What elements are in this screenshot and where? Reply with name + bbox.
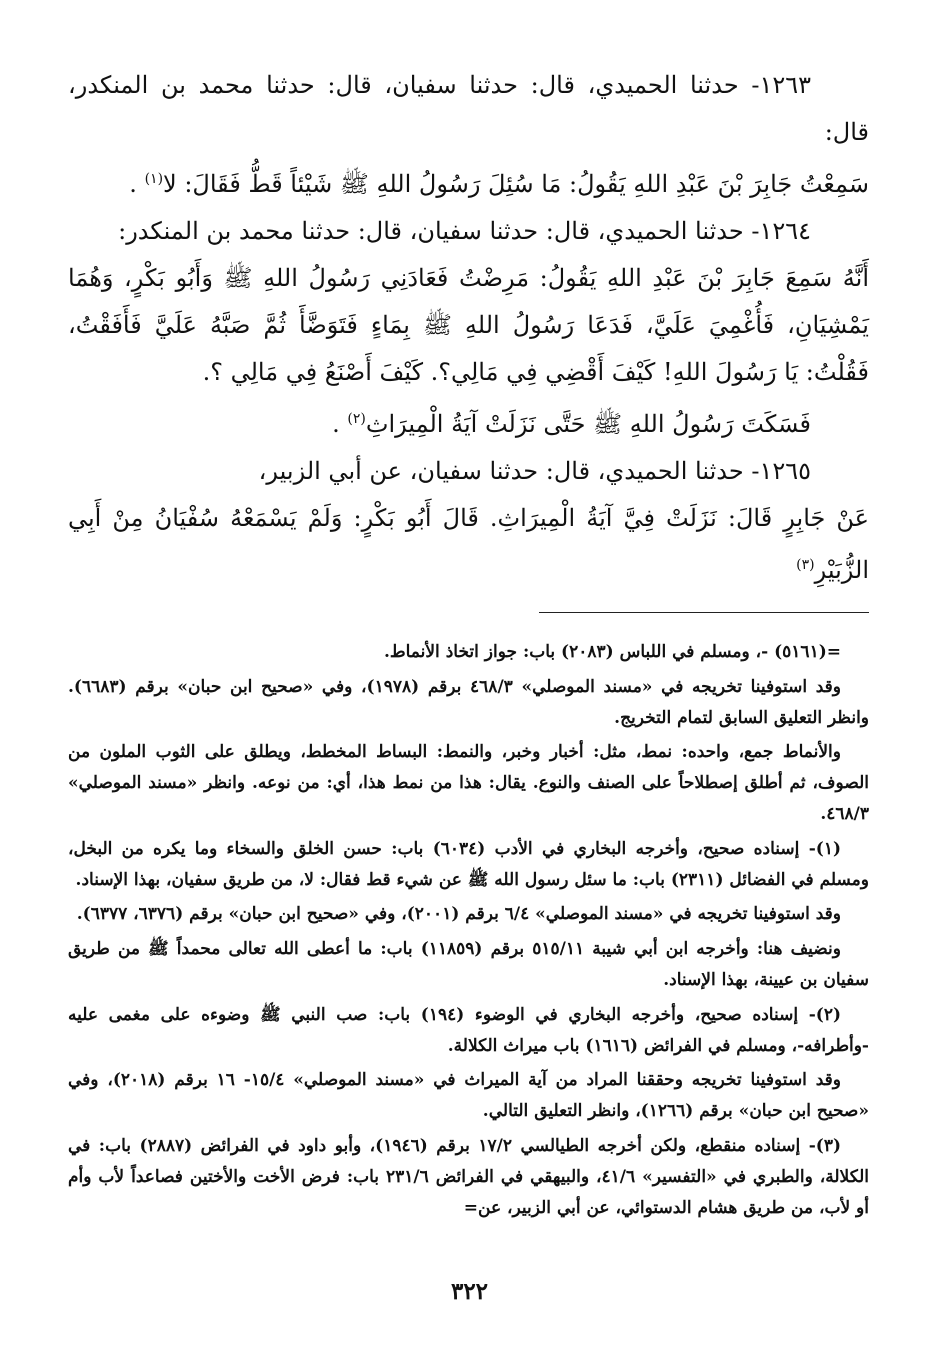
footnote-paragraph: وقد استوفينا تخريجه في «مسند الموصلي» ٦/٤ برقم (٢٠٠١)، وفي «صحيح ابن حبان» برقم (٦٣٧٦، ٦٣٧٧). (76, 904, 841, 925)
hadith-1263-end: . (129, 170, 145, 198)
hadith-1263-matn (68, 156, 869, 208)
footnote-ref-1: (١) (144, 171, 164, 187)
footnote-paragraph: وقد استوفينا تخريجه في «مسند الموصلي» ٤٦٨/٣ برقم (١٩٧٨)، وفي «صحيح ابن حبان» برقم (٦٦٨٣). وانظر التعليق السابق لتمام التخريج. (68, 676, 869, 728)
hadith-1264-end: . (332, 410, 348, 438)
hadith-1263-matn-text: سَمِعْتُ جَابِرَ بْنَ عَبْدِ اللهِ يَقُولُ: مَا سُئِلَ رَسُولُ اللهِ ﷺ شَيْئاً قَطُّ فَقَالَ: لا (163, 170, 869, 198)
hadith-1265-matn (68, 495, 869, 594)
footnote-divider (539, 612, 869, 613)
footnote-paragraph: (٢)- إسناده صحيح، وأخرجه البخاري في الوضوء (١٩٤) باب: صب النبي ﷺ وضوءه على مغمى عليه -وأطرافه-، ومسلم في الفرائض (١٦١٦) باب ميراث الكلالة. (68, 1004, 869, 1056)
footnote-paragraph: ونضيف هنا: وأخرجه ابن أبي شيبة ٥١٥/١١ برقم (١١٨٥٩) باب: ما أعطى الله تعالى محمداً ﷺ من طريق سفيان بن عيينة، بهذا الإسناد. (68, 939, 869, 990)
hadith-1265-isnad: ١٢٦٥- حدثنا الحميدي، قال: حدثنا سفيان، عن أبي الزبير، (258, 457, 811, 485)
footnote-paragraph: =(٥١٦١) -، ومسلم في اللباس (٢٠٨٣) باب: جواز اتخاذ الأنماط. (383, 642, 841, 662)
hadith-1264-matn-end (68, 396, 869, 448)
hadith-1263-isnad: ١٢٦٣- حدثنا الحميدي، قال: حدثنا سفيان، قال: حدثنا محمد بن المنكدر، قال: (68, 71, 869, 146)
hadith-1264-matn-b-text: فَسَكَتَ رَسُولُ اللهِ ﷺ حَتَّى نَزَلَتْ آيَةُ الْمِيرَاثِ (365, 410, 811, 438)
hadith-1264-isnad: ١٢٦٤- حدثنا الحميدي، قال: حدثنا سفيان، قال: حدثنا محمد بن المنكدر: (118, 217, 811, 245)
hadith-1265-matn-text: عَنْ جَابِرٍ قَالَ: نَزَلَتْ فِيَّ آيَةُ الْمِيرَاثِ. قَالَ أَبُو بَكْرٍ: وَلَمْ يَسْمَعْهُ سُفْيَانُ مِنْ أَبِي الزُّبَيْرِ (68, 504, 869, 584)
footnote-ref-2: (٢) (347, 411, 366, 427)
footnotes (68, 637, 869, 1223)
footnote-paragraph: والأنماط جمع، واحده: نمط، مثل: أخبار وخبر، والنمط: البساط المخطط، ويطلق على الثوب الملون من الصوف، ثم أطلق إصطلاحاً على الصنف والنوع. يقال: هذا من نمط هذا، أي: من نوعه. وانظر «مسند الموصلي» ٤٦٨/٣. (68, 742, 869, 824)
footnote-paragraph: وقد استوفينا تخريجه وحققنا المراد من آية الميراث في «مسند الموصلي» ١٥/٤- ١٦ برقم (٢٠١٨)، وفي «صحيح ابن حبان» برقم (١٢٦٦)، وانظر التعليق التالي. (68, 1070, 869, 1122)
footnote-paragraph: (١)- إسناده صحيح، وأخرجه البخاري في الأدب (٦٠٣٤) باب: حسن الخلق والسخاء وما يكره من البخل، ومسلم في الفضائل (٢٣١١) باب: ما سئل رسول الله ﷺ عن شيء قط فقال: لا، من طريق سفيان، بهذا الإسناد. (68, 838, 869, 890)
footnote-ref-3: (٣) (796, 557, 815, 573)
page-number: ٣٢٢ (450, 1278, 489, 1305)
hadith-1264-matn: أَنَّهُ سَمِعَ جَابِرَ بْنَ عَبْدِ اللهِ يَقُولُ: مَرِضْتُ فَعَادَنِي رَسُولُ اللهِ ﷺ وَأَبُو بَكْرٍ، وَهُمَا يَمْشِيَانِ، فَأُغْمِيَ عَلَيَّ، فَدَعَا رَسُولُ اللهِ ﷺ بِمَاءٍ فَتَوَضَّأَ ثُمَّ صَبَّهُ عَلَيَّ فَأَفَقْتُ، فَقُلْتُ: يَا رَسُولَ اللهِ! كَيْفَ أَقْضِي فِي مَالِي؟. كَيْفَ أَصْنَعُ فِي مَالِي ؟. (68, 264, 870, 386)
footnote-paragraph: (٣)- إسناده منقطع، ولكن أخرجه الطيالسي ١٧/٢ برقم (١٩٤٦)، وأبو داود في الفرائض (٢٨٨٧) باب: في الكلالة، والطبري في «التفسير» ٤١/٦، والبيهقي في الفرائض ٢٣١/٦ باب: فرض الأخت والأختين فصاعداً لأب وأم أو لأب، من طريق هشام الدستوائي، عن أبي الزبير، عن= (68, 1135, 869, 1218)
hadith-text (68, 62, 869, 594)
